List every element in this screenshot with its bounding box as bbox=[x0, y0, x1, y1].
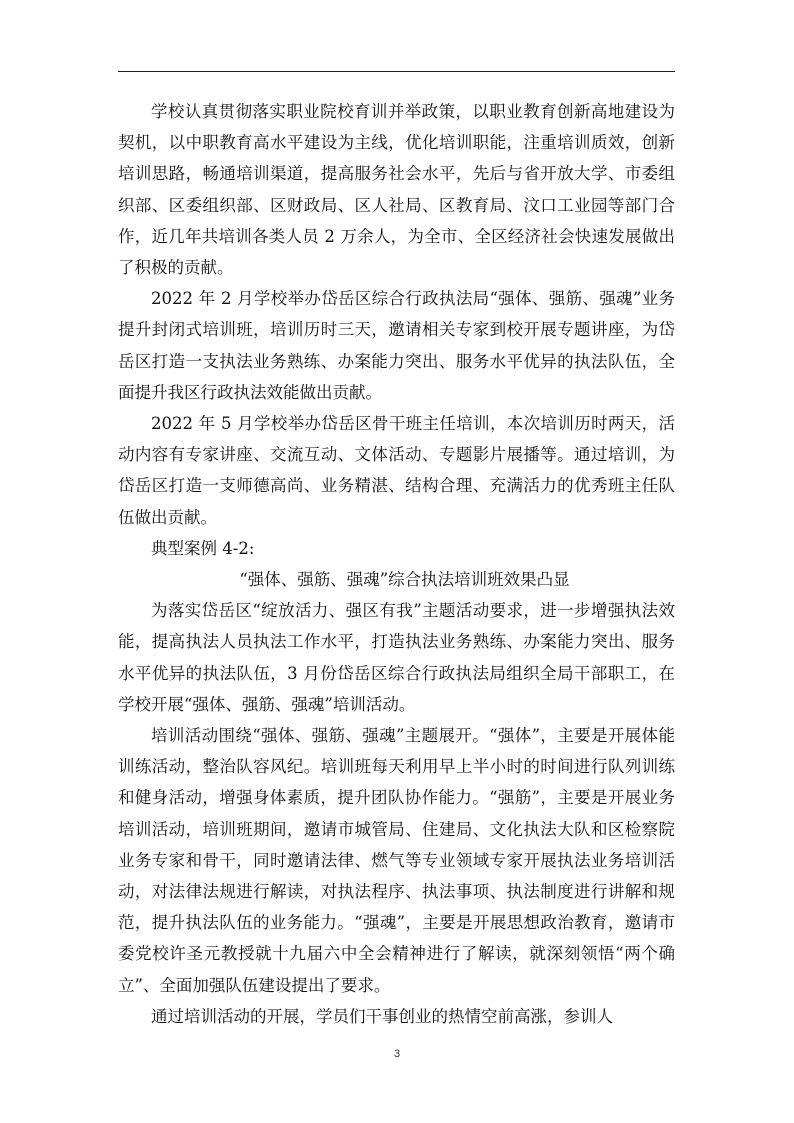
paragraph-case-outcome: 通过培训活动的开展，学员们干事创业的热情空前高涨，参训人 bbox=[151, 1006, 613, 1026]
case-label: 典型案例 4-2: bbox=[151, 538, 255, 558]
case-title: “强体、强筋、强魂”综合执法培训班效果凸显 bbox=[239, 570, 570, 590]
page-number: 3 bbox=[393, 1048, 401, 1060]
paragraph-february-training: 2022 年 2 月学校举办岱岳区综合行政执法局“强体、强筋、强魂”业务提升封闭式培训班，培训历时三天，邀请相关专家到校开展专题讲座，为岱岳区打造一支执法业务熟练、办案能力突出、服务水平优异的执法队伍，全面提升我区行政执法效能做出贡献。 bbox=[118, 289, 675, 402]
header-rule bbox=[118, 71, 675, 72]
paragraph-case-background: 为落实岱岳区“绽放活力、强区有我”主题活动要求，进一步增强执法效能，提高执法人员执法工作水平，打造执法业务熟练、办案能力突出、服务水平优异的执法队伍，3 月份岱岳区综合行政执法局组织全局干部职工，在学校开展“强体、强筋、强魂”培训活动。 bbox=[118, 601, 675, 714]
paragraph-school-training-overview: 学校认真贯彻落实职业院校育训并举政策，以职业教育创新高地建设为契机，以中职教育高水平建设为主线，优化培训职能，注重培训质效，创新培训思路，畅通培训渠道，提高服务社会水平，先后与省开放大学、市委组织部、区委组织部、区财政局、区人社局、区教育局、汶口工业园等部门合作，近几年共培训各类人员 2 万余人，为全市、全区经济社会快速发展做出了积极的贡献。 bbox=[118, 102, 675, 278]
paragraph-case-content: 培训活动围绕“强体、强筋、强魂”主题展开。“强体”，主要是开展体能训练活动，整治队容风纪。培训班每天利用早上半小时的时间进行队列训练和健身活动，增强身体素质，提升团队协作能力。“强筋”，主要是开展业务培训活动，培训班期间，邀请市城管局、住建局、文化执法大队和区检察院业务专家和骨干，同时邀请法律、燃气等专业领域专家开展执法业务培训活动，对法律法规进行解读，对执法程序、执法事项、执法制度进行讲解和规范，提升执法队伍的业务能力。“强魂”，主要是开展思想政治教育，邀请市委党校许圣元教授就十九届六中全会精神进行了解读，就深刻领悟“两个确立”、全面加强队伍建设提出了要求。 bbox=[118, 726, 675, 995]
document-body bbox=[118, 96, 675, 1032]
paragraph-may-training: 2022 年 5 月学校举办岱岳区骨干班主任培训，本次培训历时两天，活动内容有专家讲座、交流互动、文体活动、专题影片展播等。通过培训，为岱岳区打造一支师德高尚、业务精湛、结构合理、充满活力的优秀班主任队伍做出贡献。 bbox=[118, 414, 675, 527]
